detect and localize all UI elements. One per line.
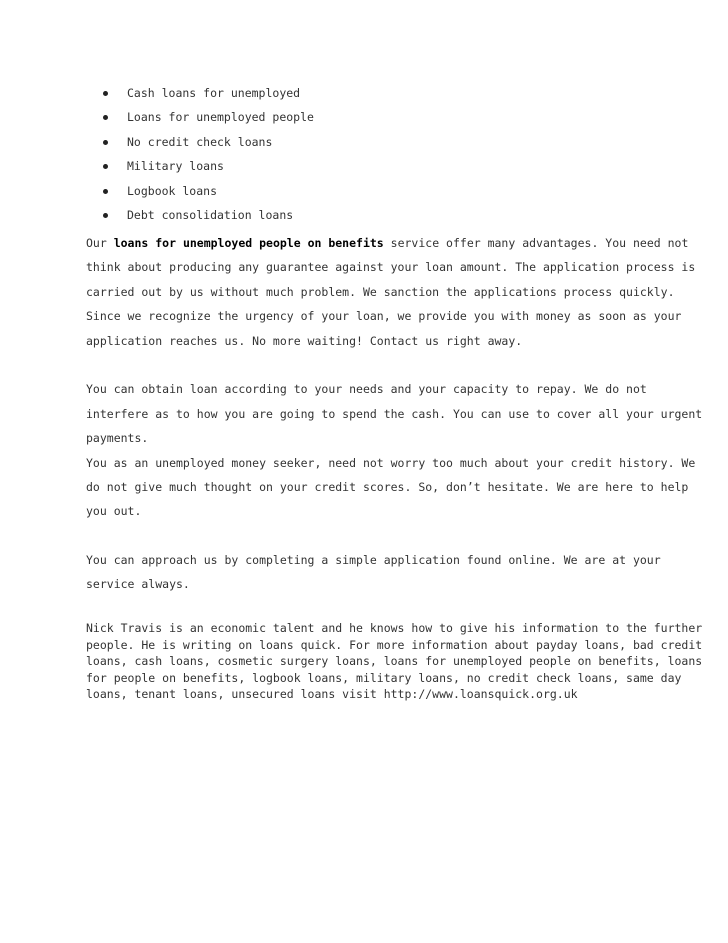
list-item-label: Loans for unemployed people [127,110,314,125]
paragraph-line: interfere as to how you are going to spend the cash. You can use to cover all your urgent [86,406,703,421]
keyword-bold: loans for unemployed people on benefits [113,236,384,250]
paragraph-advantages [86,231,696,353]
bullet-icon [103,213,108,218]
list-item-label: No credit check loans [127,134,273,149]
list-item-label: Cash loans for unemployed [127,86,301,100]
list-item [86,85,314,109]
paragraph-line: You can obtain loan according to your needs and your capacity to repay. We do not [86,382,647,397]
bullet-icon [103,189,108,194]
bio-line: for people on benefits, logbook loans, military loans, no credit check loans, same day [86,670,682,685]
bullet-icon [103,91,108,96]
paragraph-line: service always. [86,577,190,592]
document-body [86,231,703,597]
list-item [86,207,314,231]
bio-line: loans, tenant loans, unsecured loans visit http://www.loansquick.org.uk [86,687,578,701]
list-item-label: Military loans [127,159,224,174]
list-item [86,158,314,182]
paragraph-text: service offer many advantages. You need not [383,236,689,250]
author-bio [86,620,702,703]
paragraph-gap [86,524,646,548]
bio-line: Nick Travis is an economic talent and he knows how to give his information to the further [86,621,703,635]
paragraph-line: do not give much thought on your credit scores. So, don’t hesitate. We are here to help [86,479,689,494]
list-item [86,109,314,133]
paragraph-apply [86,548,661,597]
loan-types-list [86,85,314,231]
list-item [86,134,314,158]
paragraph-line: You can approach us by completing a simple application found online. We are at your [86,553,661,568]
paragraph-gap [86,353,646,377]
bullet-icon [103,164,108,169]
paragraph-line: carried out by us without much problem. We sanction the applications process quickly. [86,284,675,299]
paragraph-line: payments. [86,431,149,446]
bullet-icon [103,140,108,145]
bullet-icon [103,115,108,120]
paragraph-line: You as an unemployed money seeker, need not worry too much about your credit history. We [86,455,696,470]
paragraph-repay [86,377,703,450]
paragraph-line: you out. [86,504,142,519]
paragraph-line: Since we recognize the urgency of your loan, we provide you with money as soon as your [86,309,682,324]
paragraph-lead: Our [86,236,114,250]
paragraph-line: think about producing any guarantee against your loan amount. The application process is [86,260,696,275]
bio-line: people. He is writing on loans quick. For more information about payday loans, bad credit [86,637,703,652]
list-item-label: Debt consolidation loans [127,207,294,222]
bio-line: loans, cash loans, cosmetic surgery loans, loans for unemployed people on benefits, loans [86,654,703,668]
paragraph-credit-history [86,451,696,524]
list-item-label: Logbook loans [127,183,218,198]
paragraph-line [86,231,689,255]
list-item [86,183,314,207]
paragraph-line: application reaches us. No more waiting! Contact us right away. [86,333,523,348]
